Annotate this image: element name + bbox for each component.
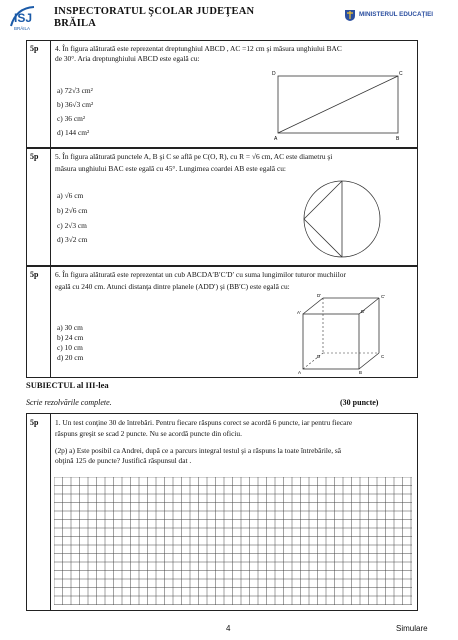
divider bbox=[50, 413, 51, 610]
header-title-line1: INSPECTORATUL ŞCOLAR JUDEŢEAN bbox=[54, 6, 255, 17]
circle-figure bbox=[300, 176, 384, 262]
svg-text:B: B bbox=[396, 136, 400, 142]
q5-points: 5p bbox=[30, 152, 39, 161]
svg-text:B': B' bbox=[361, 309, 365, 314]
q5-option-c: c) 2√3 cm bbox=[57, 221, 87, 230]
svg-text:ISJ: ISJ bbox=[14, 11, 33, 25]
q4-option-c: c) 36 cm² bbox=[57, 114, 86, 123]
svg-text:C: C bbox=[381, 354, 385, 359]
svg-text:C: C bbox=[399, 71, 403, 77]
divider bbox=[50, 147, 51, 266]
q5-text-line2: măsura unghiului BAC este egală cu 45°. Lungimea coardei AB este egală cu: bbox=[55, 164, 286, 173]
q6-points: 5p bbox=[30, 270, 39, 279]
svg-text:D': D' bbox=[317, 293, 322, 298]
rectangle-abcd-figure bbox=[270, 68, 410, 142]
q4-option-b: b) 36√3 cm² bbox=[57, 100, 94, 109]
coat-of-arms-icon bbox=[343, 8, 357, 22]
q6-option-d: d) 20 cm bbox=[57, 353, 84, 362]
q6-text-line1: 6. În figura alăturată este reprezentat un cub ABCDA′B′C′D′ cu suma lungimilor tuturor muchiilor bbox=[55, 270, 346, 279]
svg-text:A': A' bbox=[297, 310, 301, 315]
q1-sub-a-line2: obţină 125 de puncte? Justifică răspunsul dat . bbox=[55, 456, 192, 465]
divider bbox=[50, 265, 51, 377]
section-3-points: (30 puncte) bbox=[340, 398, 379, 407]
svg-text:C': C' bbox=[381, 294, 386, 299]
header-title-line2: BRĂILA bbox=[54, 18, 97, 29]
svg-text:D: D bbox=[272, 71, 276, 77]
q1-points: 5p bbox=[30, 418, 39, 427]
q1-text-line1: 1. Un test conţine 30 de întrebări. Pentru fiecare răspuns corect se acordă 6 puncte, iar pentru fiecare bbox=[55, 418, 353, 427]
section-3-title: SUBIECTUL al III-lea bbox=[26, 380, 109, 390]
svg-text:D: D bbox=[317, 354, 321, 359]
footer-label: Simulare bbox=[396, 624, 428, 633]
q4-points: 5p bbox=[30, 44, 39, 53]
divider bbox=[50, 40, 51, 148]
svg-text:A: A bbox=[274, 136, 278, 142]
q5-option-b: b) 2√6 cm bbox=[57, 206, 88, 215]
q6-text-line2: egală cu 240 cm. Atunci distanţa dintre planele (ADD′) şi (BB′C) este egală cu: bbox=[55, 282, 290, 291]
page-number: 4 bbox=[226, 624, 231, 633]
q5-text-line1: 5. În figura alăturată punctele A, B şi C se află pe C(O, R), cu R = √6 cm, AC este diametru şi bbox=[55, 152, 333, 161]
cube-figure bbox=[295, 290, 390, 374]
svg-text:BRĂILA: BRĂILA bbox=[14, 26, 31, 31]
q4-option-a: a) 72√3 cm² bbox=[57, 86, 93, 95]
answer-grid[interactable] bbox=[54, 477, 412, 605]
q5-option-d: d) 3√2 cm bbox=[57, 235, 88, 244]
isj-logo bbox=[8, 4, 44, 32]
q1-sub-a-line1: (2p) a) Este posibil ca Andrei, după ce a parcurs integral testul şi a răspuns la toate întrebările, să bbox=[55, 446, 342, 455]
svg-text:B: B bbox=[359, 370, 363, 374]
ministry-name: MINISTERUL EDUCAŢIEI bbox=[359, 11, 434, 18]
q4-option-d: d) 144 cm² bbox=[57, 128, 90, 137]
q4-text-line2: de 30°. Aria dreptunghiului ABCD este egală cu: bbox=[55, 54, 200, 63]
svg-text:A: A bbox=[298, 370, 302, 374]
q6-option-b: b) 24 cm bbox=[57, 333, 84, 342]
q4-text-line1: 4. În figura alăturată este reprezentat dreptunghiul ABCD , AC =12 cm şi măsura unghiului BAC bbox=[55, 44, 342, 53]
q1-text-line2: răspuns greşit se scad 2 puncte. Nu se acordă puncte din oficiu. bbox=[55, 429, 242, 438]
q5-option-a: a) √6 cm bbox=[57, 191, 84, 200]
isj-logo-icon bbox=[8, 4, 44, 32]
q6-option-c: c) 10 cm bbox=[57, 343, 83, 352]
q6-option-a: a) 30 cm bbox=[57, 323, 83, 332]
ministry-logo bbox=[343, 8, 451, 24]
section-3-instruction: Scrie rezolvările complete. bbox=[26, 398, 112, 407]
